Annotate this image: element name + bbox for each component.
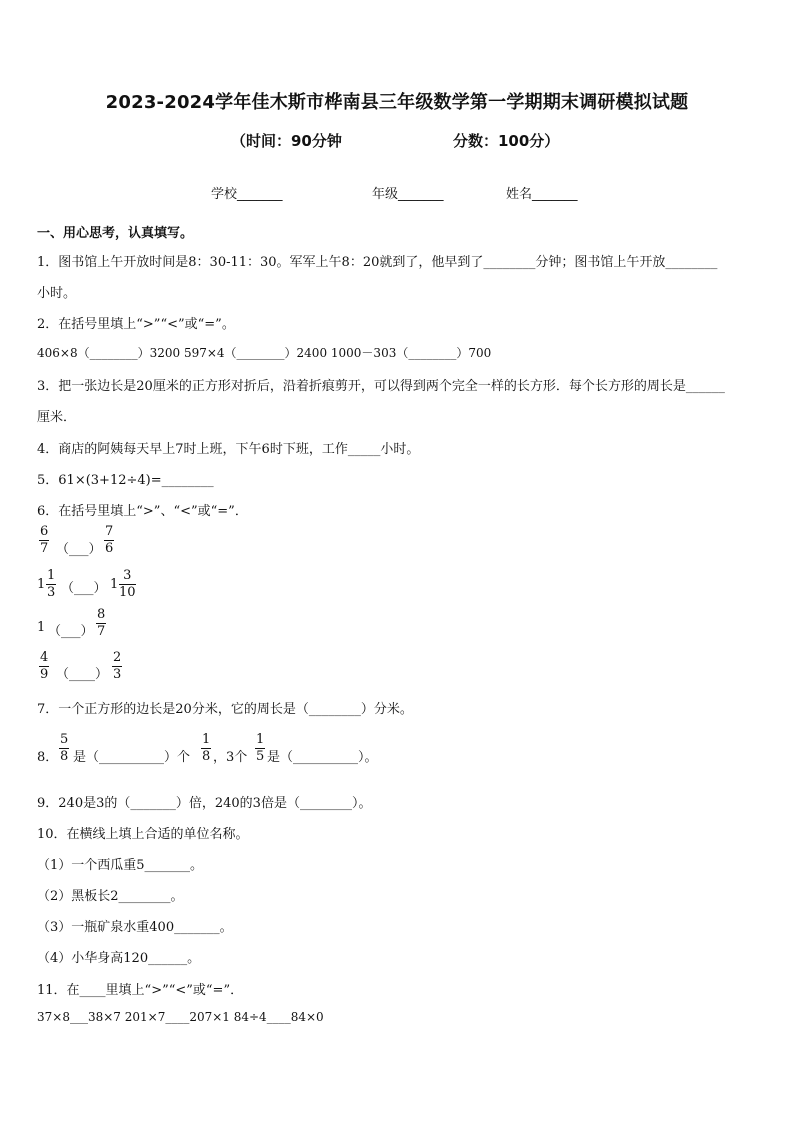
question-8-text: 是（__________）个 xyxy=(73,750,191,765)
question-10-item: （1）一个西瓜重5_______。 xyxy=(37,858,204,873)
compare-blank: （___） xyxy=(61,581,107,596)
grade-field: 年级_______ xyxy=(372,187,444,202)
question-10-item: （2）黑板长2________。 xyxy=(37,889,184,904)
exam-score: 分数：100分） xyxy=(453,132,560,150)
question-11-items: 37×8___38×7 201×7____207×1 84÷4____84×0 xyxy=(37,1010,324,1024)
fraction: 7 6 xyxy=(105,524,114,556)
question-8-number: 8． xyxy=(37,750,59,765)
question-8-text: ，3个 xyxy=(213,750,248,765)
section-heading: 一、用心思考，认真填写。 xyxy=(37,226,194,241)
question-3-line2: 厘米． xyxy=(37,410,77,425)
question-6-title: 6．在括号里填上“>”、“<”或“=”． xyxy=(37,504,248,519)
mixed-whole: 1 xyxy=(37,577,46,592)
whole-number: 1 xyxy=(37,620,46,635)
question-5: 5．61×(3+12÷4)=________ xyxy=(37,473,214,488)
question-10-item: （3）一瓶矿泉水重400_______。 xyxy=(37,920,233,935)
compare-blank: （____） xyxy=(56,667,109,682)
compare-blank: （___） xyxy=(48,624,94,639)
fraction: 6 7 xyxy=(40,524,49,556)
question-1-line2: 小时。 xyxy=(37,286,77,301)
fraction: 3 10 xyxy=(119,568,136,600)
fraction: 4 9 xyxy=(40,650,49,682)
fraction: 8 7 xyxy=(97,607,106,639)
school-field: 学校_______ xyxy=(211,187,283,202)
question-7: 7．一个正方形的边长是20分米，它的周长是（________）分米。 xyxy=(37,702,413,717)
question-9: 9．240是3的（_______）倍，240的3倍是（________）。 xyxy=(37,796,372,811)
question-2-items: 406×8（________）3200 597×4（________）2400 1000－303（________）700 xyxy=(37,346,492,360)
question-3-line1: 3．把一张边长是20厘米的正方形对折后，沿着折痕剪开，可以得到两个完全一样的长方形．每个长方形的周长是______ xyxy=(37,379,725,394)
question-8-text: 是（__________）。 xyxy=(267,750,378,765)
compare-blank: （___） xyxy=(56,542,102,557)
name-field: 姓名_______ xyxy=(506,187,578,202)
mixed-whole: 1 xyxy=(110,577,119,592)
question-1-line1: 1．图书馆上午开放时间是8：30-11：30。军军上午8：20就到了，他早到了________分钟；图书馆上午开放________ xyxy=(37,255,718,270)
question-2-title: 2．在括号里填上“>”“<”或“=”。 xyxy=(37,317,235,332)
exam-title: 2023-2024学年佳木斯市桦南县三年级数学第一学期期末调研模拟试题 xyxy=(105,92,689,113)
fraction: 1 5 xyxy=(256,732,265,764)
question-10-title: 10．在横线上填上合适的单位名称。 xyxy=(37,827,249,842)
question-4: 4．商店的阿姨每天早上7时上班，下午6时下班，工作_____小时。 xyxy=(37,442,420,457)
fraction: 1 8 xyxy=(202,732,211,764)
fraction: 5 8 xyxy=(60,732,69,764)
question-11-title: 11．在____里填上“>”“<”或“=”． xyxy=(37,983,244,998)
fraction: 2 3 xyxy=(113,650,122,682)
fraction: 1 3 xyxy=(47,568,56,600)
question-10-item: （4）小华身高120______。 xyxy=(37,951,201,966)
exam-time: （时间：90分钟 xyxy=(231,132,342,150)
